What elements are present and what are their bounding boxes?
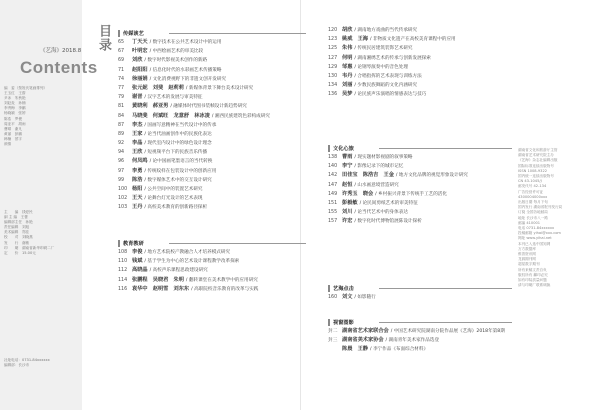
article-title: / 信息化时代的水彩画艺术传播策略 (149, 67, 222, 73)
toc-entry[interactable] (118, 148, 306, 157)
info-line: 超星数字期刊 (518, 262, 540, 267)
article-title: / 国画写意精神在当代设计中的传承 (144, 122, 217, 128)
page-number: 67 (118, 49, 125, 55)
staff-line: 周亚平 胡雨 (4, 121, 26, 126)
info-line: 邮发代号 42-134 (518, 184, 547, 189)
info-line: 4300004000xxx (518, 194, 548, 199)
staff-line: 刘赵炎 孙楠 (4, 101, 26, 106)
page-number: 65 (118, 40, 125, 45)
article-title: / 论当代艺术中的身体表达 (354, 210, 408, 216)
section-rule (379, 148, 512, 149)
page-number: 96 (118, 159, 125, 165)
page-number: 142 (328, 173, 338, 179)
page-number: 92 (118, 141, 125, 147)
section-title: 传媒谈艺 (118, 30, 169, 37)
author-name: 张元妮 刘斐 赵莉莉 (132, 84, 184, 91)
section-title: 视窗图影 (328, 319, 379, 326)
page-number: 79 (118, 95, 125, 101)
article-title: / 数字技术在公共艺术设计中的运用 (149, 40, 222, 45)
section-culture (328, 143, 512, 227)
article-title: / 论舞台灯光设计的艺术表现 (144, 196, 203, 202)
staff-line: 陈浩 罗俊 (4, 116, 22, 121)
author-name: 王天 (132, 195, 143, 202)
toc-entry[interactable] (328, 54, 512, 63)
article-title: / 中国艺术研究院湖南分院作品展《艺海》2018年第8期 (390, 329, 505, 334)
info-line: 湖南省文化和旅游厅主管 (518, 148, 558, 152)
author-name: 王欣 (132, 149, 143, 156)
info-line: 邮编 410001 (518, 220, 541, 225)
page-number: 140 (328, 164, 338, 170)
author-name: 刘丽 (342, 82, 353, 89)
author-name: 赵恒 (342, 181, 353, 188)
article-title: / 地方艺术院校产教融合人才培养模式研究 (144, 250, 231, 255)
info-line: 版权所有 翻印必究 (518, 272, 548, 277)
page-number: 封三 (328, 338, 338, 344)
section-header (328, 143, 512, 153)
author-name: 许秀玉 晓会 (342, 190, 374, 197)
author-name: 邹惠 (342, 63, 353, 70)
toc-entry[interactable] (118, 66, 306, 75)
author-name: 吴梦 (342, 91, 353, 98)
info-line: 地址 长沙市八一路 (518, 215, 548, 220)
author-name: 张鹏程 吴晓君 朱明 (132, 276, 184, 283)
section-rule (169, 33, 306, 34)
toc-entry[interactable] (328, 293, 512, 302)
info-line: 国际标准连续出版物号 (518, 163, 554, 168)
toc-entry[interactable] (328, 26, 512, 35)
toc-entry[interactable] (328, 72, 512, 81)
section-media (118, 28, 306, 213)
brand-title-en: Contents (20, 58, 98, 77)
publication-info (518, 148, 594, 288)
page-number: 129 (328, 64, 338, 70)
article-title: / 数字时代影视美术创作的新路 (144, 58, 208, 64)
article-title: / 传统民居建筑装饰艺术研究 (354, 46, 413, 52)
toc-entry[interactable] (118, 285, 306, 294)
toc-entry[interactable] (118, 167, 306, 176)
page-number: 125 (328, 46, 338, 52)
author-name: 彭毅敏 (342, 199, 358, 206)
article-title: / 高校声乐课程思政建设研究 (149, 268, 208, 274)
toc-entry[interactable] (328, 336, 512, 345)
info-line: 国内统一连续出版物号 (518, 174, 554, 179)
article-title: / 论当代油画创作中的民族化表达 (144, 131, 212, 137)
article-title: / 现代室内设计中的绿色设计理念 (144, 141, 212, 147)
info-line: 出版日期 每月下旬 (518, 200, 548, 205)
article-title: / 翻转课堂在美术教学中的应用研究 (185, 277, 258, 283)
author-name: 李晶 (132, 140, 143, 147)
page-number: 108 (118, 250, 128, 255)
brand-issue: 《艺海》2018.8 (40, 48, 82, 54)
page-number: 120 (328, 28, 338, 33)
staff-line: 颜倩 (4, 142, 12, 147)
toc-entry[interactable] (328, 327, 512, 336)
section-header (118, 238, 306, 248)
toc-entry[interactable] (118, 203, 306, 212)
section-title: 艺海点击 (328, 285, 379, 292)
page-number: 71 (118, 67, 125, 73)
staff-line: 黄丽 彭鹏 (4, 131, 22, 136)
article-title: / 论民间剪纸艺术的审美特征 (359, 200, 418, 206)
info-line: 网址 www.yihai.net (518, 236, 552, 241)
author-name: 刘川 (342, 209, 353, 216)
toc-entry[interactable] (118, 185, 306, 194)
entry-list (328, 153, 512, 227)
info-line: ISSN 1008-9322 (518, 168, 548, 173)
toc-entry[interactable] (118, 130, 306, 139)
article-title: / 基于学生为中心的艺术设计课程教学改革探索 (144, 259, 240, 265)
page-number: 112 (118, 268, 128, 274)
page-number: 134 (328, 83, 338, 89)
article-title: / 乡村振兴背景下传统手工艺的活化 (375, 191, 448, 197)
page-number: 74 (118, 76, 125, 82)
entry-list (328, 293, 512, 302)
author-name: 高晓晶 (132, 267, 148, 274)
page-number: 136 (328, 92, 338, 98)
article-title: / 论钢琴演奏中的音色处理 (354, 64, 408, 70)
toc-entry[interactable] (328, 345, 512, 354)
toc-entry[interactable] (328, 217, 512, 226)
staff-line: 主 编 钱爱民 (4, 210, 33, 214)
toc-entry[interactable] (118, 139, 306, 148)
section-rule (169, 243, 306, 244)
author-name: 刘文 (342, 294, 353, 300)
page-number: 94 (118, 150, 125, 156)
staff-line: 韩楠 蔡宇 (4, 136, 22, 141)
page-number: 114 (118, 277, 128, 283)
info-line: 如有印装质量问题 (518, 278, 547, 283)
author-name: 何明 (342, 54, 353, 61)
page-number: 116 (118, 286, 128, 292)
staff-line: 曹晴 谢凡 (4, 126, 22, 131)
article-title: / 论中国画笔墨语言的当代转换 (149, 159, 213, 165)
article-title: / 湖南湘绣艺术的传承与创新发展探索 (354, 55, 431, 61)
entry-list (328, 327, 512, 355)
author-name: 刘欣 (132, 57, 143, 64)
info-line: 本刊已入选中国知网 (518, 241, 551, 246)
article-title: / 如影随行 (354, 295, 376, 300)
page-number: 81 (118, 104, 125, 110)
staff-line: 尹冰 朱秋艳 (4, 96, 26, 101)
toc-entry[interactable] (118, 93, 306, 102)
toc-entry[interactable] (328, 171, 512, 180)
toc-entry[interactable] (118, 102, 306, 111)
article-title: / 湖南青年美术家作品选登 (385, 338, 440, 344)
toc-entry[interactable] (118, 176, 306, 185)
toc-entry[interactable] (118, 56, 306, 65)
author-name: 陈浩 (132, 176, 143, 183)
staff-line: 校 对 刘晓燕 (4, 235, 33, 240)
section-title: 教育教研 (118, 240, 169, 247)
info-line: 广告经营许可证 (518, 189, 544, 194)
article-title: / 文化消费视野下的非遗文创开发研究 (149, 76, 227, 82)
page-number: 127 (328, 55, 338, 61)
toc-entry[interactable] (328, 199, 512, 208)
article-title: / 新媒体背景下舞台美术设计研究 (185, 85, 254, 91)
staff-line: 社址电话：0731-84xxxxxx (4, 358, 50, 362)
section-title: 文化心旅 (328, 145, 379, 152)
author-name: 韦丹 (342, 72, 353, 79)
article-title: / 高校美术教育的创新路径探析 (144, 205, 208, 211)
section-highlights (328, 283, 512, 302)
article-title: / 非物质文化遗产在高校美育课程中的应用 (369, 37, 456, 43)
toc-entry[interactable] (118, 38, 306, 47)
page-number: 147 (328, 182, 338, 188)
author-name: 徐丽娟 (132, 75, 148, 82)
page-number: 100 (118, 187, 128, 192)
toc-entry[interactable] (118, 112, 306, 121)
author-name: 田佳宝 陈浩吉 王金 (342, 172, 394, 179)
author-name: 赵阳阳 (132, 66, 148, 73)
article-title: / 中西绘画艺术的审美比较 (149, 49, 204, 55)
article-title: / 论民族声乐演唱的情感表达与技巧 (354, 92, 427, 98)
toc-entry[interactable] (328, 162, 512, 171)
article-title: / 少数民族舞蹈的文化内涵研究 (354, 83, 418, 89)
info-line: CN 43-1045/J (518, 179, 542, 184)
page-number: 110 (118, 259, 128, 265)
page-number: 77 (118, 85, 125, 91)
article-title: / 合唱指挥的艺术表现与训练方法 (354, 73, 422, 79)
author-name: 王丹 (132, 204, 143, 211)
page-number: 99 (118, 177, 125, 183)
author-name: 钱斌 (132, 258, 143, 265)
toc-entry[interactable] (328, 63, 512, 72)
page-number: 89 (118, 131, 125, 137)
page-number: 97 (118, 168, 125, 174)
page-number: 149 (328, 191, 338, 197)
author-name: 李宁 (342, 163, 353, 170)
section-header (118, 28, 306, 38)
staff-line: 责任编辑 刘旭 (4, 225, 30, 230)
section-images (328, 317, 512, 355)
article-title: / 融媒体时代图书装帧设计新趋势研究 (170, 104, 247, 110)
page-number: 84 (118, 113, 125, 119)
staff-line: 编辑部主任 孙艳 (4, 220, 33, 225)
entry-list (328, 26, 512, 100)
author-name: 李杰 (132, 121, 143, 128)
info-line: 《艺海》杂志社编辑出版 (518, 158, 558, 163)
section-header (328, 317, 512, 327)
author-name: 黄晓利 郝亚男 (132, 103, 169, 110)
page-number: 151 (328, 200, 338, 206)
article-title: / 高职院校音乐教育的改革与实践 (191, 286, 259, 292)
section-rule (379, 322, 512, 323)
author-name: 朱伟 (342, 45, 353, 52)
toc-entry[interactable] (328, 44, 512, 53)
author-name: 湖南省艺术家联合会 (342, 328, 389, 334)
brand-title-cn: 目录 (96, 24, 111, 52)
staff-line: 副 主 编 王蕾 (4, 215, 28, 220)
article-title: / 短视频平台下的民族音乐传播 (144, 150, 208, 156)
page-number: 102 (118, 196, 128, 202)
author-name: 陈晨 王静 (342, 346, 368, 353)
author-name: 曹雨 (342, 154, 353, 160)
article-title: / 山水画意境营造研究 (354, 182, 399, 188)
toc-entry[interactable] (328, 35, 512, 44)
staff-line: 杨晓颖 张婷 (4, 111, 26, 116)
info-line: 请与印刷厂联系调换 (518, 283, 551, 288)
page-number: 87 (118, 122, 125, 128)
author-name: 谢晋 (132, 94, 143, 101)
article-title: / 公共空间中的装置艺术研究 (144, 187, 203, 192)
article-title: / 李宁作品《布面综合材料》 (369, 347, 429, 353)
entry-list (118, 248, 306, 294)
article-title: / 湘西民族建筑色彩构成研究 (211, 113, 270, 119)
page-number: 103 (118, 205, 128, 211)
toc-entry[interactable] (118, 257, 306, 266)
staff-line: 编 委（按姓氏笔画排列） (4, 86, 48, 90)
info-line: 投稿邮箱 yihai@xxx.com (518, 231, 561, 236)
page-number: 138 (328, 155, 338, 160)
author-name: 李勇 (132, 167, 143, 174)
info-line: 电话 0731-84xxxxxx (518, 226, 555, 231)
page-number: 130 (328, 73, 338, 79)
author-name: 马晓斐 何斌旺 龙意舒 林冰凌 (132, 112, 210, 119)
article-title: / 数字媒体艺术中的交互设计研究 (144, 177, 212, 183)
toc-entry[interactable] (118, 121, 306, 130)
page-number: 155 (328, 210, 338, 216)
toc-entry[interactable] (118, 266, 306, 275)
toc-entry[interactable] (328, 90, 512, 99)
author-name: 袁华中 赵明雪 刘东东 (132, 285, 190, 292)
info-line: 湖南省艺术研究院主办 (518, 153, 554, 158)
article-title: / 传统纹样在包装设计中的创新应用 (144, 168, 217, 174)
staff-line: 王玉红 王蔚 (4, 91, 26, 96)
section-rule (379, 288, 512, 289)
author-name: 李俊 (132, 249, 143, 255)
page-number: 封二 (328, 329, 338, 334)
page-number: 69 (118, 58, 125, 64)
editorial-board (4, 86, 76, 147)
staff-line: 编辑部：长沙市 (4, 363, 30, 368)
toc-entry[interactable] (328, 153, 512, 162)
article-title: / 汉字艺术的发展与审美特征 (144, 95, 203, 101)
contact-info (4, 358, 76, 368)
author-name: 许宏 (342, 218, 353, 225)
staff-line: 发 行 谢敏 (4, 240, 30, 245)
page-number: 157 (328, 219, 338, 225)
author-name: 王家 (132, 130, 143, 137)
staff-line: 定 价 15.00元 (4, 250, 36, 255)
article-title: / 影像记录下的城市记忆 (354, 164, 404, 170)
toc-entry[interactable] (328, 181, 512, 190)
staff-line: 美术编辑 郑佳 (4, 230, 30, 235)
toc-entry[interactable] (118, 194, 306, 203)
info-line: 维普资讯网 (518, 252, 536, 257)
entry-list (118, 38, 306, 213)
author-name: 叶明宏 (132, 48, 148, 55)
section-education (118, 238, 306, 294)
staff-line: 李秀梅 李鹏 (4, 106, 26, 111)
section-continued (328, 26, 512, 100)
author-name: 姚威 王海 (342, 36, 368, 43)
toc-entry[interactable] (118, 248, 306, 257)
info-line: 龙源期刊网 (518, 257, 536, 262)
author-name: 胡欣 (342, 27, 353, 33)
article-title: / 现实题材影视剧的叙事策略 (354, 155, 413, 160)
staff-line: 印 刷 湖南省新华印刷二厂 (4, 245, 55, 250)
info-line: 所有来稿文责自负 (518, 267, 547, 272)
info-line: 万方数据库 (518, 246, 536, 251)
toc-entry[interactable] (118, 75, 306, 84)
author-name: 湖南省美术家协会 (342, 337, 384, 344)
author-name: 何凤鸣 (132, 158, 148, 165)
article-title: / 数字化时代博物馆展陈设计探析 (354, 219, 422, 225)
article-title: / 地方文化品牌的视觉形象设计研究 (395, 173, 468, 179)
toc-entry[interactable] (118, 47, 306, 56)
info-line: 国内发行 湖南省报刊发行局 (518, 205, 563, 210)
info-line: 订阅 全国各地邮局 (518, 210, 548, 215)
page-number: 160 (328, 295, 338, 300)
section-header (328, 283, 512, 293)
author-name: 杨阳 (132, 186, 143, 192)
toc-entry[interactable] (118, 157, 306, 166)
author-name: 丁天天 (132, 39, 148, 45)
page-number: 123 (328, 37, 338, 43)
editorial-staff (4, 210, 76, 256)
toc-entry[interactable] (328, 190, 512, 199)
toc-entry[interactable] (118, 84, 306, 93)
toc-entry[interactable] (328, 81, 512, 90)
article-title: / 湖南地方戏曲的当代传承研究 (354, 28, 418, 33)
toc-entry[interactable] (118, 276, 306, 285)
toc-entry[interactable] (328, 208, 512, 217)
